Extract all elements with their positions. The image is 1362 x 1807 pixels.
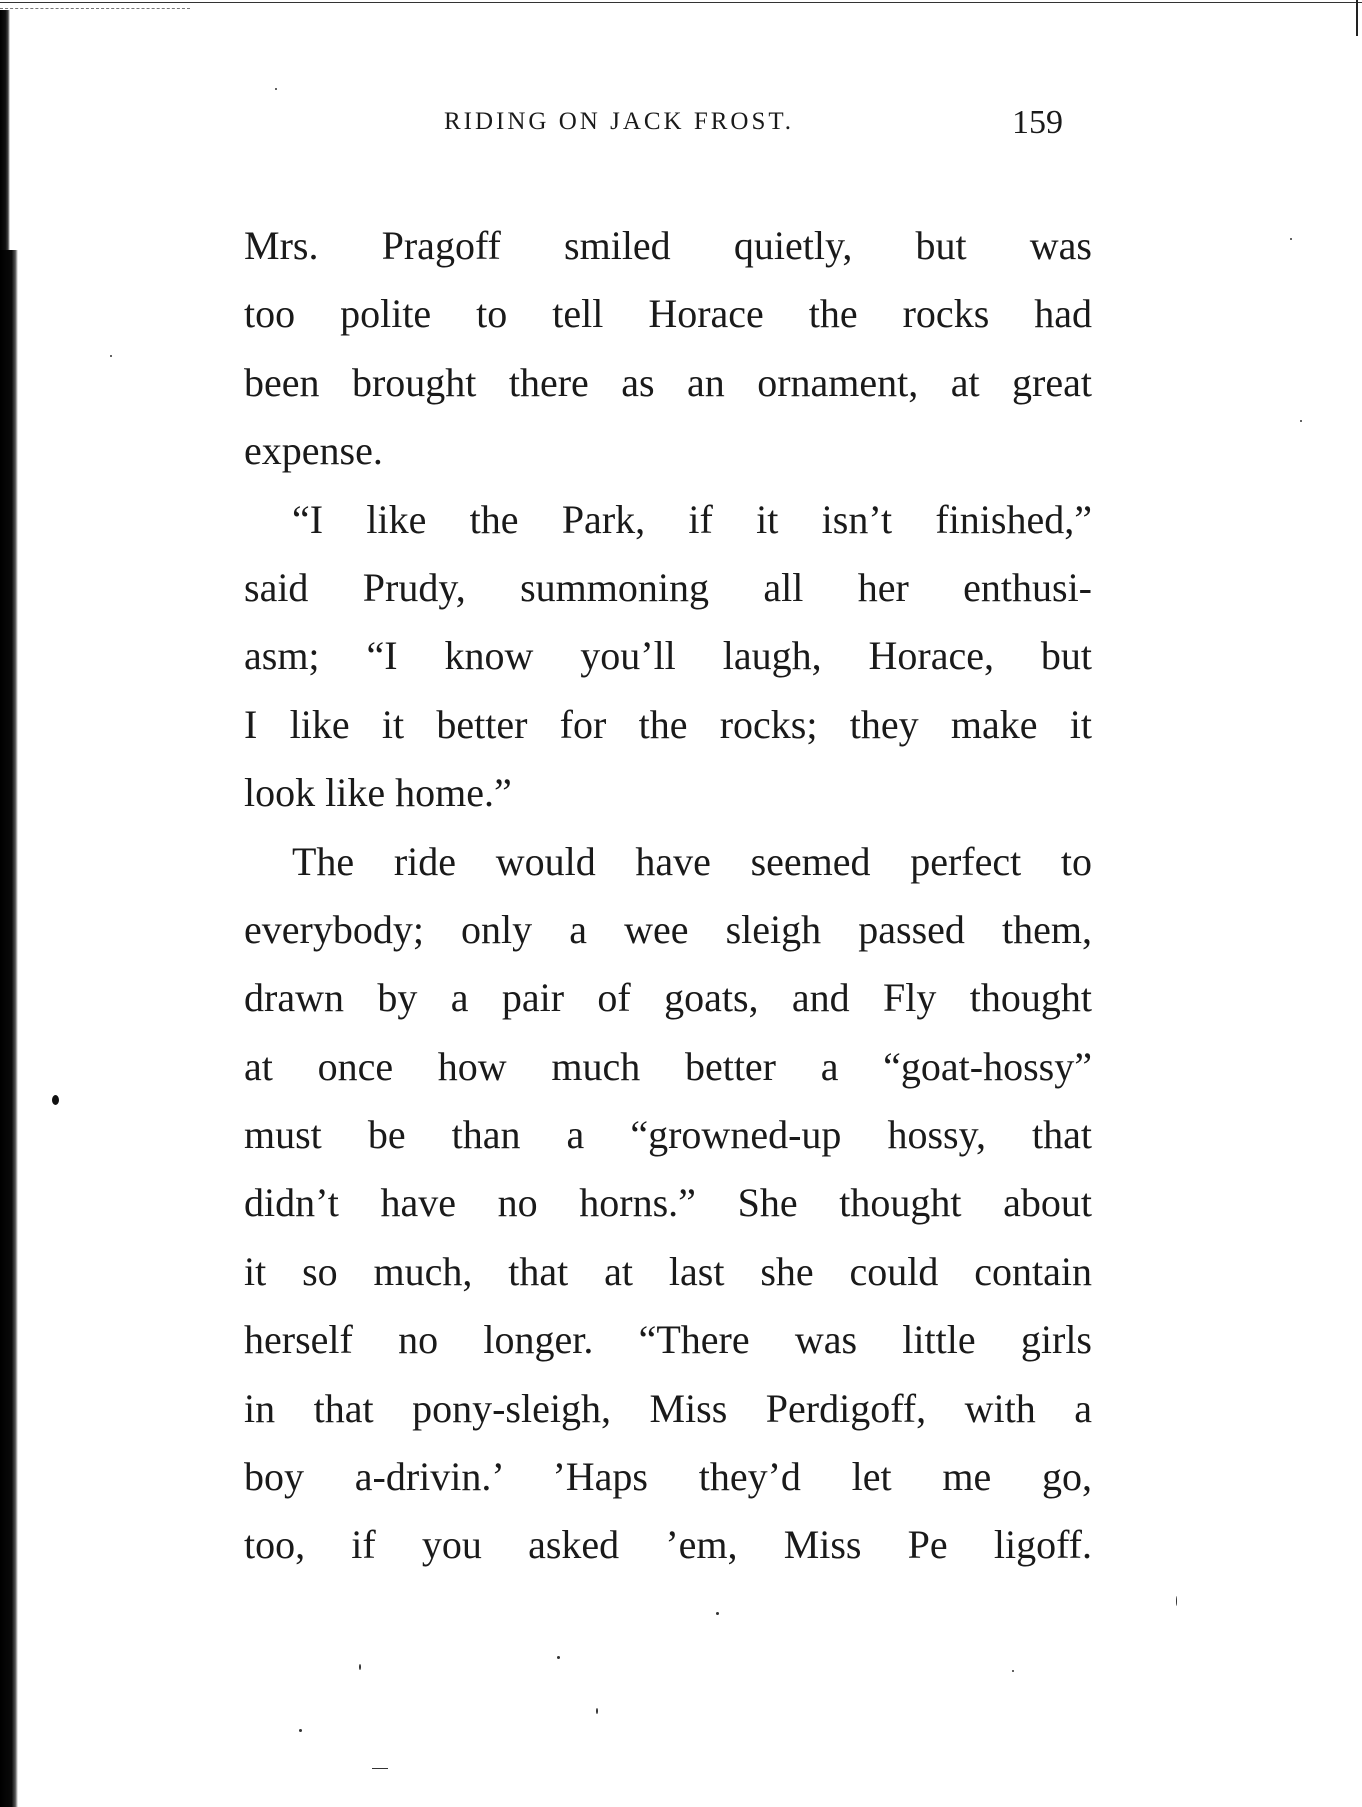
text-line: been brought there as an ornament, at great <box>244 359 1092 405</box>
text-line: look like home.” <box>244 770 512 816</box>
text-line: everybody; only a wee sleigh passed them, <box>244 906 1092 952</box>
text-line: The ride would have seemed perfect to <box>292 838 1092 884</box>
paper-speck <box>359 1664 361 1670</box>
binding-shadow-lower <box>0 250 18 1807</box>
text-line: “I like the Park, if it isn’t finished,” <box>292 496 1092 542</box>
body-text <box>244 212 1092 1580</box>
text-line: expense. <box>244 428 383 474</box>
paper-speck <box>1012 1670 1014 1672</box>
running-head <box>0 104 1362 144</box>
text-line: at once how much better a “goat-hossy” <box>244 1043 1092 1089</box>
running-title: RIDING ON JACK FROST. <box>444 108 795 135</box>
text-line: asm; “I know you’ll laugh, Horace, but <box>244 633 1092 679</box>
paper-speck <box>110 355 112 357</box>
text-line: herself no longer. “There was little girls <box>244 1317 1092 1363</box>
text-line: too, if you asked ’em, Miss Pe ligoff. <box>244 1522 1092 1568</box>
text-line: it so much, that at last she could contain <box>244 1248 1092 1294</box>
paper-speck <box>1300 420 1302 422</box>
paper-speck <box>596 1708 598 1714</box>
text-line: boy a-drivin.’ ’Haps they’d let me go, <box>244 1454 1092 1500</box>
top-rule-dash <box>0 8 190 9</box>
paper-speck <box>557 1656 560 1659</box>
paper-speck <box>299 1729 302 1732</box>
text-line: I like it better for the rocks; they make it <box>244 701 1092 747</box>
margin-mark <box>52 1095 59 1105</box>
text-line: must be than a “growned-up hossy, that <box>244 1112 1092 1158</box>
paper-speck <box>372 1768 388 1769</box>
text-line: too polite to tell Horace the rocks had <box>244 291 1092 337</box>
right-edge-mark <box>1356 0 1358 36</box>
text-line: didn’t have no horns.” She thought about <box>244 1180 1092 1226</box>
paper-speck <box>716 1612 719 1615</box>
paper-speck <box>1290 238 1292 240</box>
text-line: drawn by a pair of goats, and Fly thought <box>244 975 1092 1021</box>
text-line: Mrs. Pragoff smiled quietly, but was <box>244 223 1092 268</box>
paper-speck <box>1176 1596 1177 1606</box>
text-line: said Prudy, summoning all her enthusi- <box>244 564 1092 610</box>
paper-speck <box>275 88 277 90</box>
top-rule <box>0 2 1362 3</box>
text-line: in that pony-sleigh, Miss Perdigoff, with a <box>244 1385 1092 1431</box>
page-number: 159 <box>1012 104 1063 141</box>
